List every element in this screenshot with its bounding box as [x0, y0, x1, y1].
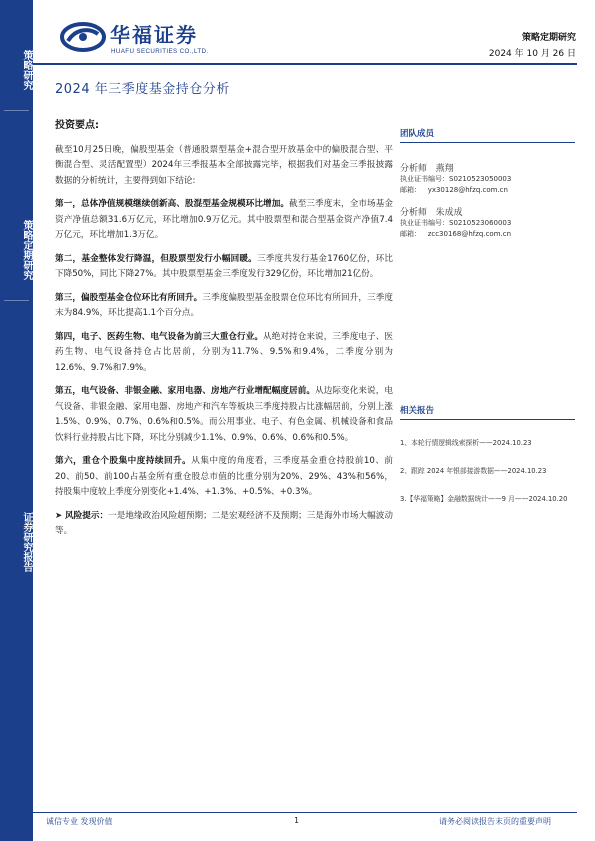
report-type: 策略定期研究 [521, 33, 576, 43]
analyst-card [400, 161, 575, 195]
risk-warning [55, 509, 393, 540]
company-logo [60, 18, 220, 62]
point-3-lead: 第三，偏股型基金仓位环比有所回升。 [55, 292, 203, 303]
company-name-en: HUAFU SECURITIES CO.,LTD. [111, 48, 209, 55]
sidebar-label-top: 策略研究 [21, 50, 32, 90]
point-5-lead: 第五，电气设备、非银金融、家用电器、房地产行业增配幅度居前。 [55, 386, 316, 396]
analyst-title: 分析师 [400, 164, 428, 174]
left-sidebar [0, 0, 33, 841]
analyst-title: 分析师 [400, 208, 428, 218]
analyst-email [400, 185, 575, 196]
analyst-email [400, 229, 575, 240]
intro-paragraph: 截至10月25日晚，偏股型基金（普通股票型基金+混合型开放基金中的偏股混合型、平衡混合型、灵活配置型）2024年三季报基本全部披露完毕，根据我们对基金三季报披露数据的分析统计，主要得到如下结论: [55, 144, 393, 186]
related-heading: 相关报告 [400, 404, 575, 420]
sidebar-label-mid: 策略定期研究 [21, 220, 32, 280]
key-points-title: 投资要点: [55, 120, 99, 131]
main-content [55, 118, 393, 548]
risk-bullet-icon: ➤ [55, 510, 63, 521]
footer-divider [33, 812, 577, 813]
point-1 [55, 197, 393, 244]
point-2-text: 三季度共发行基金1760亿份，环比下降50%，同比下降27%。其中股票型基金三季度发行329亿份，环比增加21亿份。 [55, 253, 393, 279]
point-6-text: 从集中度的角度看，三季度基金重仓持股前10、前20、前50、前100占基金所有重仓股总市值的比重分别为20%、29%、43%和56%，持股集中度较上季度分别变化+1.4%、+1.3%、+0.5%、+0.3%。 [55, 456, 393, 497]
header-divider [33, 63, 577, 65]
related-report-item[interactable]: 1、本轮行情逻辑线索探析——2024.10.23 [400, 439, 532, 447]
risk-text: 一是地缘政治风险超预期；二是宏观经济不及预期；三是海外市场大幅波动等。 [55, 510, 393, 536]
related-report-item[interactable]: 3.【华福策略】金融数据统计——9 月——2024.10.20 [400, 495, 568, 503]
point-1-lead: 第一，总体净值规模继续创新高、股混型基金规模环比增加。 [55, 199, 290, 209]
related-reports-section [400, 404, 575, 504]
point-5-text: 从边际变化来说，电气设备、非银金融、家用电器、房地产和汽车等板块三季度持股占比涨幅居前，分别上涨1.5%、0.9%、0.7%、0.6%和0.5%。而公用事业、电子、有色金属、机械设备和食品饮料行业持股占比下降，环比分别减少1.1%、0.9%、0.6%、0.6%和0.5%。 [55, 386, 393, 443]
point-2 [55, 252, 393, 283]
analyst-card [400, 205, 575, 239]
team-section [400, 127, 575, 239]
email-label: 邮箱： [400, 229, 421, 238]
footer-slogan: 诚信专业 发现价值 [46, 817, 113, 826]
email-link[interactable]: zcc30168@hfzq.com.cn [427, 229, 512, 238]
point-4 [55, 330, 393, 377]
point-2-lead: 第二，基金整体发行降温，但股票型发行小幅回暖。 [55, 253, 257, 264]
analyst-cert [400, 174, 575, 185]
footer-disclaimer: 请务必阅读报告末页的重要声明 [439, 817, 551, 826]
report-date: 2024 年 10 月 26 日 [488, 49, 576, 59]
sidebar-divider [4, 110, 29, 111]
analyst-name-text: 燕翔 [435, 164, 454, 174]
point-6 [55, 454, 393, 501]
cert-label: 执业证书编号： [400, 175, 449, 183]
email-label: 邮箱： [400, 185, 421, 194]
analyst-name-text: 朱成成 [435, 208, 463, 218]
team-heading: 团队成员 [400, 127, 575, 143]
email-link[interactable]: yx30128@hfzq.com.cn [427, 185, 508, 194]
cert-number: S0210523060003 [449, 219, 512, 227]
page-title: 2024 年三季度基金持仓分析 [55, 82, 230, 97]
logo-mark-icon [60, 20, 106, 54]
risk-lead: 风险提示： [64, 510, 109, 521]
analyst-cert [400, 218, 575, 229]
point-3 [55, 291, 393, 322]
point-4-text: 从绝对持仓来说，三季度电子、医药生物、电气设备持仓占比居前，分别为11.7%、9.5%和9.4%，二季度分别为12.6%、9.7%和7.9%。 [55, 331, 393, 373]
cert-number: S0210523050003 [449, 175, 512, 183]
related-report-item[interactable]: 2、跟踪 2024 年银部接游数据——2024.10.23 [400, 467, 547, 475]
analyst-name [400, 161, 575, 174]
point-6-lead: 第六，重仓个股集中度持续回升。 [55, 456, 192, 466]
company-name-cn: 华福证券 [110, 23, 198, 47]
point-5 [55, 384, 393, 446]
page-number: 1 [294, 816, 300, 825]
point-1-text: 截至三季度末，全市场基金资产净值总额31.6万亿元，环比增加0.9万亿元。其中股票型和混合型基金资产净值7.4万亿元，环比增加1.3万亿。 [55, 199, 393, 240]
sidebar-label-bottom: 证券研究报告 [21, 512, 32, 572]
sidebar-divider [4, 300, 29, 301]
point-4-lead: 第四，电子、医药生物、电气设备为前三大重仓行业。 [55, 331, 264, 342]
point-3-text: 三季度偏股型基金股票仓位环比有所回升，三季度末为84.9%，环比提高1.1个百分点。 [55, 292, 393, 318]
analyst-name [400, 205, 575, 218]
cert-label: 执业证书编号： [400, 219, 449, 227]
